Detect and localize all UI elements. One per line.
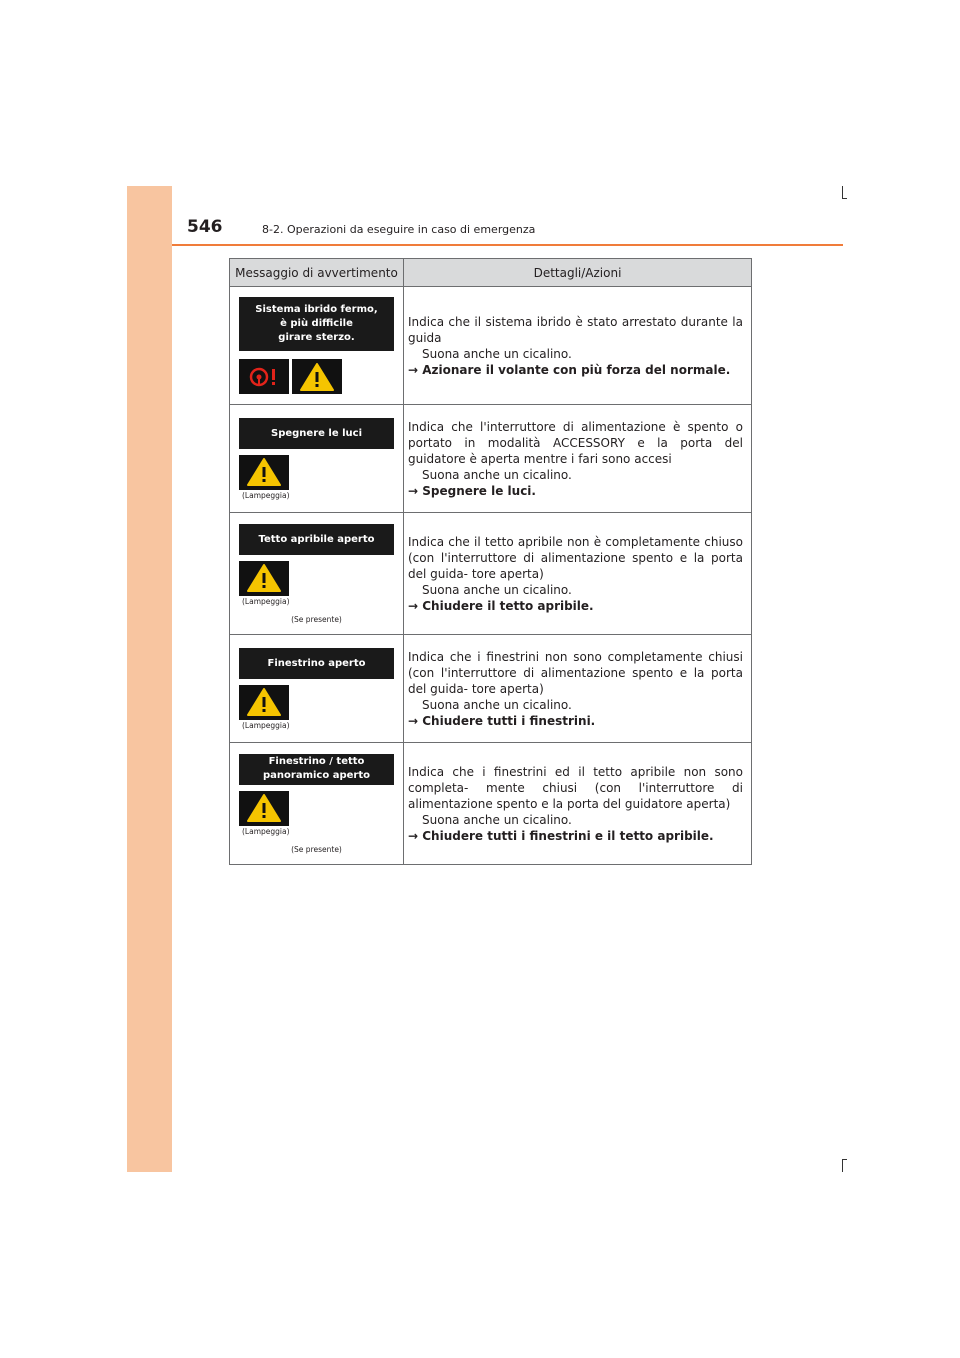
table-row: Finestrino aperto (Lampeggia) Indica che i finestrini non sono completamente chiusi (con l'interruttore di alimentazione spento e la porta del guida- tore aperta) Suona anche un cicalino. → Chiudere tutti i finestrini. [230, 635, 752, 743]
warning-table [229, 258, 752, 865]
page-number: 546 [187, 217, 223, 237]
col-header-message: Messaggio di avvertimento [230, 259, 404, 287]
crop-mark-top-foot [842, 198, 847, 199]
master-warning-icon [239, 685, 289, 720]
side-tab-bar [127, 186, 172, 1172]
section-title: 8-2. Operazioni da eseguire in caso di emergenza [262, 223, 536, 236]
table-row: Tetto apribile aperto (Lampeggia) (Se presente) Indica che il tetto apribile non è completamente chiuso (con l'interruttore di alimentazione spento e la porta del guida- tore aperta) Suona anche un cicalino. → Chiudere il tetto apribile. [230, 513, 752, 635]
optional-note: (Se presente) [291, 614, 342, 624]
table-row: Spegnere le luci (Lampeggia) Indica che l'interruttore di alimentazione è spento o portato in modalità ACCESSORY e la porta del guidatore è aperta mentre i fari sono accesi Suona anche un cicalino. → Spegnere le luci. [230, 405, 752, 513]
message-display: Finestrino aperto [239, 648, 394, 679]
blink-note: (Lampeggia) [242, 490, 290, 500]
table-row: Sistema ibrido fermo, è più difficile girare sterzo. Indica che il sistema ibrido è stato arrestato durante la guida Suona anche un cicalino. → Azionare il volante con più forza del normale. [230, 287, 752, 405]
message-display: Sistema ibrido fermo, è più difficile girare sterzo. [239, 297, 394, 351]
message-display: Spegnere le luci [239, 418, 394, 449]
master-warning-icon [239, 455, 289, 490]
master-warning-icon [239, 791, 289, 826]
blink-note: (Lampeggia) [242, 826, 290, 836]
steering-warning-icon [239, 359, 289, 394]
col-header-details: Dettagli/Azioni [404, 259, 752, 287]
message-display: Tetto apribile aperto [239, 524, 394, 555]
master-warning-icon [239, 561, 289, 596]
header-rule [172, 244, 843, 246]
blink-note: (Lampeggia) [242, 720, 290, 730]
crop-mark-bottom [842, 1159, 843, 1172]
optional-note: (Se presente) [291, 844, 342, 854]
crop-mark-bottom-foot [842, 1159, 847, 1160]
master-warning-icon [292, 359, 342, 394]
message-display: Finestrino / tetto panoramico aperto [239, 754, 394, 785]
blink-note: (Lampeggia) [242, 596, 290, 606]
table-row: Finestrino / tetto panoramico aperto (Lampeggia) (Se presente) Indica che i finestrini ed il tetto apribile non sono completa- mente chiusi (con l'interruttore di alimentazione spento e la porta del guidatore aperta) Suona anche un cicalino. → Chiudere tutti i finestrini e il tetto apribile. [230, 743, 752, 865]
